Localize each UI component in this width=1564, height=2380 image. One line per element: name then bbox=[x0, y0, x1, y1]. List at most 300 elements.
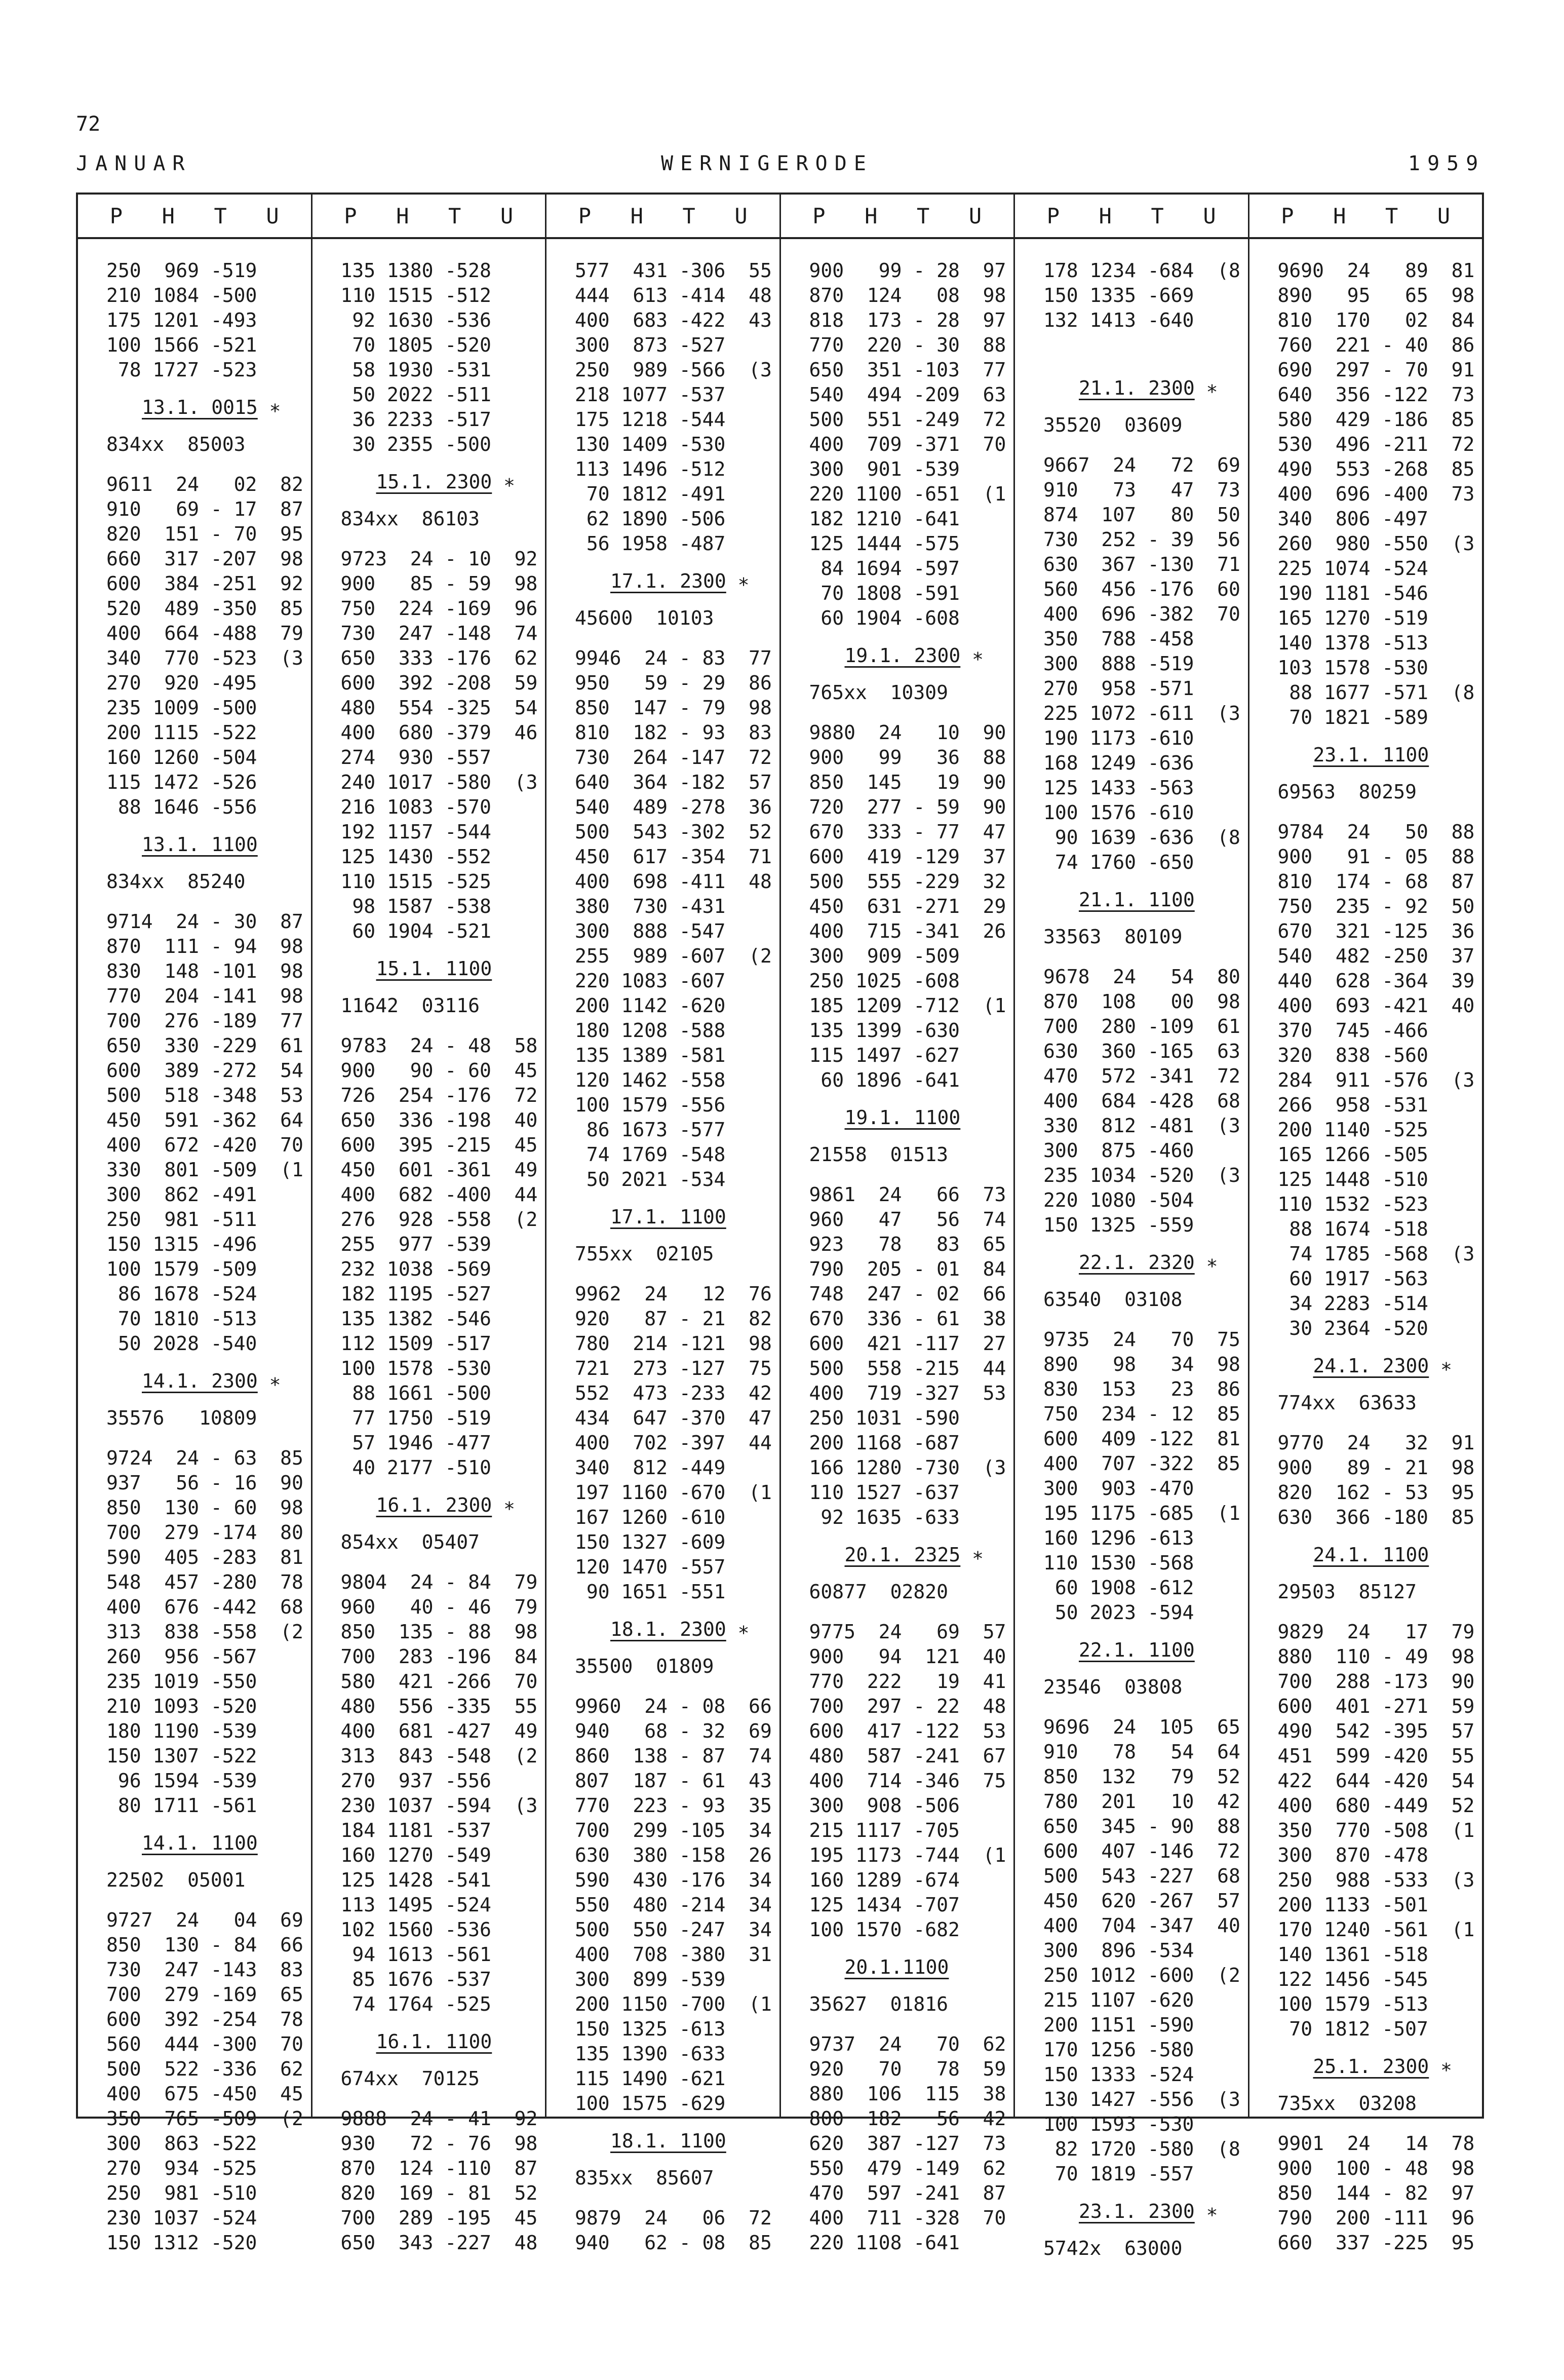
table-row: 9888 24 - 41 92 bbox=[340, 2107, 538, 2130]
table-row: 250 981 -510 bbox=[106, 2182, 257, 2204]
table-row: 500 522 -336 62 bbox=[106, 2058, 303, 2080]
table-row: 125 1434 -707 bbox=[809, 1894, 960, 1916]
spacer bbox=[1043, 1700, 1248, 1715]
date-time-label: 20.1. 2325 bbox=[844, 1544, 961, 1566]
header-p: P bbox=[812, 203, 826, 228]
sounding-date-heading bbox=[106, 1818, 311, 1868]
table-row: 34 2283 -514 bbox=[1277, 1292, 1428, 1315]
spacer bbox=[341, 1018, 545, 1033]
spacer bbox=[809, 2017, 1014, 2032]
page-number: 72 bbox=[76, 112, 101, 136]
table-row: 60877 02820 bbox=[809, 1581, 949, 1603]
table-row: 600 395 -215 45 bbox=[340, 1134, 538, 1156]
header-h: H bbox=[1333, 203, 1346, 228]
table-row: 300 909 -509 bbox=[809, 945, 960, 967]
table-row: 830 153 23 86 bbox=[1043, 1378, 1240, 1400]
table-row: 50 2028 -540 bbox=[106, 1332, 257, 1355]
table-row: 755xx 02105 bbox=[575, 1243, 714, 1265]
table-row: 57 1946 -477 bbox=[340, 1432, 491, 1454]
sounding-date-heading bbox=[1043, 1625, 1248, 1675]
table-row: 9690 24 89 81 bbox=[1277, 259, 1475, 282]
table-row: 170 1240 -561 (1 bbox=[1277, 1918, 1475, 1941]
table-column bbox=[1249, 195, 1482, 2254]
table-row: 340 770 -523 (3 bbox=[106, 647, 303, 669]
table-column bbox=[312, 195, 547, 2254]
table-row: 850 130 - 84 66 bbox=[106, 1934, 303, 1956]
spacer bbox=[1043, 438, 1248, 453]
table-row: 400 680 -379 46 bbox=[340, 721, 538, 744]
table-row: 750 224 -169 96 bbox=[340, 597, 538, 620]
table-row: 850 145 19 90 bbox=[809, 771, 1006, 793]
table-row: 900 99 36 88 bbox=[809, 746, 1006, 769]
table-row: 40 2177 -510 bbox=[340, 1456, 491, 1479]
table-row: 400 696 -382 70 bbox=[1043, 603, 1240, 625]
spacer bbox=[106, 894, 311, 909]
date-time-label: 15.1. 1100 bbox=[376, 957, 492, 980]
star-marker: ∗ bbox=[1194, 1251, 1218, 1274]
table-row: 470 597 -241 87 bbox=[809, 2182, 1006, 2204]
table-row: 770 222 19 41 bbox=[809, 1670, 1006, 1693]
table-row: 640 356 -122 73 bbox=[1277, 383, 1475, 406]
table-row: 50 2022 -511 bbox=[340, 383, 491, 406]
sounding-date-heading bbox=[575, 2116, 779, 2166]
table-row: 900 90 - 60 45 bbox=[340, 1059, 538, 1082]
date-time-label: 18.1. 2300 bbox=[610, 1618, 726, 1640]
table-row: 835xx 85607 bbox=[575, 2167, 714, 2189]
table-row: 70 1819 -557 bbox=[1043, 2163, 1194, 2185]
table-row: 100 1578 -530 bbox=[340, 1357, 491, 1379]
table-row: 135 1380 -528 bbox=[340, 259, 491, 282]
table-row: 330 812 -481 (3 bbox=[1043, 1115, 1240, 1137]
table-row: 560 456 -176 60 bbox=[1043, 578, 1240, 600]
star-marker: ∗ bbox=[492, 471, 516, 493]
column-header bbox=[781, 195, 1014, 239]
table-row: 9861 24 66 73 bbox=[809, 1183, 1006, 1206]
table-row: 630 360 -165 63 bbox=[1043, 1040, 1240, 1062]
date-time-label: 19.1. 2300 bbox=[844, 644, 961, 667]
table-row: 45600 10103 bbox=[575, 607, 714, 629]
table-row: 910 78 54 64 bbox=[1043, 1741, 1240, 1763]
table-row: 165 1266 -505 bbox=[1277, 1143, 1428, 1166]
table-row: 80 1711 -561 bbox=[106, 1794, 257, 1817]
table-row: 850 147 - 79 98 bbox=[575, 697, 772, 719]
column-body bbox=[312, 239, 545, 2255]
star-marker: ∗ bbox=[1429, 2055, 1453, 2078]
table-row: 600 384 -251 92 bbox=[106, 572, 303, 595]
table-row: 900 91 - 05 88 bbox=[1277, 846, 1475, 868]
table-row: 184 1181 -537 bbox=[340, 1819, 491, 1841]
table-row: 92 1635 -633 bbox=[809, 1506, 960, 1528]
table-row: 150 1335 -669 bbox=[1043, 284, 1194, 306]
table-row: 923 78 83 65 bbox=[809, 1233, 1006, 1255]
table-row: 88 1646 -556 bbox=[106, 796, 257, 818]
table-row: 451 599 -420 55 bbox=[1277, 1745, 1475, 1767]
star-marker: ∗ bbox=[1194, 2200, 1218, 2222]
table-row: 874 107 80 50 bbox=[1043, 504, 1240, 526]
table-row: 650 343 -227 48 bbox=[340, 2232, 538, 2254]
table-row: 830 148 -101 98 bbox=[106, 960, 303, 982]
header-u: U bbox=[968, 203, 982, 228]
sounding-date-heading bbox=[341, 2017, 545, 2066]
table-row: 940 62 - 08 85 bbox=[575, 2232, 772, 2254]
table-row: 300 862 -491 bbox=[106, 1183, 257, 1206]
date-time-label: 16.1. 1100 bbox=[376, 2030, 492, 2053]
table-row: 102 1560 -536 bbox=[340, 1918, 491, 1941]
header-h: H bbox=[630, 203, 643, 228]
table-row: 400 676 -442 68 bbox=[106, 1596, 303, 1618]
date-time-label: 17.1. 1100 bbox=[610, 1206, 726, 1228]
table-row: 548 457 -280 78 bbox=[106, 1571, 303, 1593]
table-row: 540 489 -278 36 bbox=[575, 796, 772, 818]
table-row: 250 1025 -608 bbox=[809, 970, 960, 992]
table-row: 185 1209 -712 (1 bbox=[809, 994, 1006, 1017]
table-row: 300 863 -522 bbox=[106, 2132, 257, 2155]
table-row: 300 896 -534 bbox=[1043, 1939, 1194, 1962]
table-row: 9678 24 54 80 bbox=[1043, 966, 1240, 988]
table-row: 9901 24 14 78 bbox=[1277, 2132, 1475, 2155]
table-row: 480 556 -335 55 bbox=[340, 1695, 538, 1717]
table-row: 850 144 - 82 97 bbox=[1277, 2182, 1475, 2204]
table-row: 730 264 -147 72 bbox=[575, 746, 772, 769]
table-row: 300 908 -506 bbox=[809, 1794, 960, 1817]
table-row: 35627 01816 bbox=[809, 1993, 949, 2015]
table-row: 166 1280 -730 (3 bbox=[809, 1456, 1006, 1479]
table-row: 175 1201 -493 bbox=[106, 309, 257, 331]
table-row: 760 221 - 40 86 bbox=[1277, 334, 1475, 356]
table-row: 86 1678 -524 bbox=[106, 1283, 257, 1305]
table-row: 434 647 -370 47 bbox=[575, 1407, 772, 1429]
table-row: 810 174 - 68 87 bbox=[1277, 870, 1475, 893]
table-row: 160 1270 -549 bbox=[340, 1844, 491, 1866]
table-row: 200 1150 -700 (1 bbox=[575, 1993, 772, 2015]
header-p: P bbox=[578, 203, 592, 228]
table-row: 520 489 -350 85 bbox=[106, 597, 303, 620]
table-row: 63540 03108 bbox=[1043, 1288, 1183, 1311]
table-row: 300 870 -478 bbox=[1277, 1844, 1428, 1866]
table-row: 270 937 -556 bbox=[340, 1770, 491, 1792]
table-row: 670 333 - 77 47 bbox=[809, 821, 1006, 843]
table-row: 450 601 -361 49 bbox=[340, 1159, 538, 1181]
header-u: U bbox=[1203, 203, 1216, 228]
date-time-label: 14.1. 2300 bbox=[142, 1370, 258, 1392]
table-row: 780 201 10 42 bbox=[1043, 1790, 1240, 1813]
table-row: 215 1117 -705 bbox=[809, 1819, 960, 1841]
table-row: 550 479 -149 62 bbox=[809, 2157, 1006, 2179]
table-row: 110 1527 -637 bbox=[809, 1481, 960, 1504]
table-row: 190 1173 -610 bbox=[1043, 727, 1194, 749]
table-row: 500 550 -247 34 bbox=[575, 1918, 772, 1941]
table-row: 900 85 - 59 98 bbox=[340, 572, 538, 595]
table-row: 900 99 - 28 97 bbox=[809, 259, 1006, 282]
table-row: 250 1031 -590 bbox=[809, 1407, 960, 1429]
table-row: 70 1812 -507 bbox=[1277, 2018, 1428, 2040]
header-p: P bbox=[344, 203, 357, 228]
table-row: 182 1195 -527 bbox=[340, 1283, 491, 1305]
column-body bbox=[1015, 239, 1248, 2261]
table-row: 250 988 -533 (3 bbox=[1277, 1869, 1475, 1891]
table-row: 100 1593 -530 bbox=[1043, 2113, 1194, 2135]
table-column bbox=[78, 195, 312, 2254]
table-row: 400 681 -427 49 bbox=[340, 1720, 538, 1742]
table-row: 890 98 34 98 bbox=[1043, 1353, 1240, 1375]
table-row: 700 279 -169 65 bbox=[106, 1983, 303, 2006]
table-row: 500 543 -302 52 bbox=[575, 821, 772, 843]
column-header bbox=[78, 195, 311, 239]
table-row: 35520 03609 bbox=[1043, 414, 1183, 436]
table-row: 500 543 -227 68 bbox=[1043, 1865, 1240, 1887]
table-row: 220 1108 -641 bbox=[809, 2232, 960, 2254]
table-row: 340 812 -449 bbox=[575, 1456, 726, 1479]
table-row: 165 1270 -519 bbox=[1277, 607, 1428, 629]
table-row: 74 1785 -568 (3 bbox=[1277, 1243, 1475, 1265]
table-row: 56 1958 -487 bbox=[575, 532, 726, 555]
table-row: 135 1390 -633 bbox=[575, 2043, 726, 2065]
table-row: 125 1444 -575 bbox=[809, 532, 960, 555]
star-marker: ∗ bbox=[726, 1618, 750, 1640]
table-row: 220 1080 -504 bbox=[1043, 1189, 1194, 1211]
table-row: 70 1808 -591 bbox=[809, 582, 960, 604]
date-time-label: 17.1. 2300 bbox=[610, 570, 726, 592]
spacer bbox=[106, 1431, 311, 1446]
table-row: 70 1821 -589 bbox=[1277, 706, 1428, 728]
table-row: 29503 85127 bbox=[1277, 1581, 1417, 1603]
spacer bbox=[1278, 804, 1482, 820]
header-h: H bbox=[162, 203, 175, 228]
sounding-date-heading bbox=[106, 382, 311, 432]
table-row: 400 715 -341 26 bbox=[809, 920, 1006, 942]
table-row: 120 1470 -557 bbox=[575, 1556, 726, 1578]
spacer bbox=[341, 1555, 545, 1570]
table-row: 890 95 65 98 bbox=[1277, 284, 1475, 306]
table-row: 400 704 -347 40 bbox=[1043, 1914, 1240, 1937]
table-row: 70 1805 -520 bbox=[340, 334, 491, 356]
spacer bbox=[1278, 2116, 1482, 2131]
table-row: 721 273 -127 75 bbox=[575, 1357, 772, 1379]
table-row: 125 1433 -563 bbox=[1043, 777, 1194, 799]
date-time-label: 16.1. 2300 bbox=[376, 1494, 492, 1516]
table-row: 200 1115 -522 bbox=[106, 721, 257, 744]
date-time-label: 21.1. 1100 bbox=[1079, 889, 1195, 911]
table-row: 130 1409 -530 bbox=[575, 433, 726, 455]
table-row: 74 1760 -650 bbox=[1043, 851, 1194, 873]
table-row: 150 1307 -522 bbox=[106, 1745, 257, 1767]
table-row: 600 401 -271 59 bbox=[1277, 1695, 1475, 1717]
sounding-date-heading bbox=[575, 1604, 779, 1654]
table-row: 103 1578 -530 bbox=[1277, 657, 1428, 679]
table-row: 600 392 -254 78 bbox=[106, 2008, 303, 2030]
table-row: 150 1315 -496 bbox=[106, 1233, 257, 1255]
star-marker: ∗ bbox=[1429, 1355, 1453, 1377]
table-row: 500 555 -229 32 bbox=[809, 870, 1006, 893]
table-row: 748 247 - 02 66 bbox=[809, 1283, 1006, 1305]
table-row: 820 151 - 70 95 bbox=[106, 523, 303, 545]
table-row: 700 279 -174 80 bbox=[106, 1521, 303, 1544]
date-time-label: 24.1. 2300 bbox=[1313, 1355, 1429, 1377]
table-row: 140 1361 -518 bbox=[1277, 1943, 1428, 1966]
table-row: 74 1769 -548 bbox=[575, 1143, 726, 1166]
table-row: 650 336 -198 40 bbox=[340, 1109, 538, 1131]
table-row: 730 252 - 39 56 bbox=[1043, 528, 1240, 551]
table-row: 920 70 78 59 bbox=[809, 2058, 1006, 2080]
table-row: 313 843 -548 (2 bbox=[340, 1745, 538, 1767]
table-row: 240 1017 -580 (3 bbox=[340, 771, 538, 793]
table-row: 178 1234 -684 (8 bbox=[1043, 259, 1240, 282]
table-row: 700 276 -189 77 bbox=[106, 1010, 303, 1032]
table-row: 670 321 -125 36 bbox=[1277, 920, 1475, 942]
table-row: 250 1012 -600 (2 bbox=[1043, 1964, 1240, 1986]
table-row: 330 801 -509 (1 bbox=[106, 1159, 303, 1181]
table-row: 110 1515 -512 bbox=[340, 284, 491, 306]
table-row: 266 958 -531 bbox=[1277, 1094, 1428, 1116]
table-row: 210 1093 -520 bbox=[106, 1695, 257, 1717]
spacer bbox=[1043, 949, 1248, 965]
table-row: 92 1630 -536 bbox=[340, 309, 491, 331]
table-row: 870 111 - 94 98 bbox=[106, 935, 303, 957]
table-row: 700 280 -109 61 bbox=[1043, 1015, 1240, 1038]
table-row: 750 235 - 92 50 bbox=[1277, 895, 1475, 917]
table-row: 400 696 -400 73 bbox=[1277, 483, 1475, 505]
table-row: 58 1930 -531 bbox=[340, 359, 491, 381]
table-row: 150 1325 -559 bbox=[1043, 1214, 1194, 1236]
table-row: 580 421 -266 70 bbox=[340, 1670, 538, 1693]
table-row: 60 1917 -563 bbox=[1277, 1268, 1428, 1290]
table-row: 444 613 -414 48 bbox=[575, 284, 772, 306]
table-row: 735xx 03208 bbox=[1277, 2092, 1417, 2115]
table-row: 750 234 - 12 85 bbox=[1043, 1403, 1240, 1425]
table-row: 300 901 -539 bbox=[809, 458, 960, 480]
table-row: 113 1496 -512 bbox=[575, 458, 726, 480]
table-row: 132 1413 -640 bbox=[1043, 309, 1194, 331]
table-row: 910 73 47 73 bbox=[1043, 479, 1240, 501]
table-row: 135 1399 -630 bbox=[809, 1019, 960, 1042]
table-row: 850 130 - 60 98 bbox=[106, 1496, 303, 1519]
table-column bbox=[781, 195, 1015, 2254]
table-row: 400 709 -371 70 bbox=[809, 433, 1006, 455]
header-p: P bbox=[1281, 203, 1294, 228]
table-row: 440 628 -364 39 bbox=[1277, 970, 1475, 992]
star-marker: ∗ bbox=[1194, 377, 1218, 399]
table-row: 860 138 - 87 74 bbox=[575, 1745, 772, 1767]
table-row: 380 730 -431 bbox=[575, 895, 726, 917]
table-row: 500 558 -215 44 bbox=[809, 1357, 1006, 1379]
spacer bbox=[341, 531, 545, 547]
table-row: 230 1037 -594 (3 bbox=[340, 1794, 538, 1817]
table-row: 85 1676 -537 bbox=[340, 1968, 491, 1990]
spacer bbox=[809, 1167, 1014, 1182]
table-row: 9735 24 70 75 bbox=[1043, 1328, 1240, 1351]
table-row: 9946 24 - 83 77 bbox=[575, 647, 772, 669]
table-row: 9611 24 02 82 bbox=[106, 473, 303, 495]
table-row: 180 1208 -588 bbox=[575, 1019, 726, 1042]
table-row: 225 1072 -611 (3 bbox=[1043, 702, 1240, 724]
table-row: 100 1576 -610 bbox=[1043, 801, 1194, 824]
table-row: 400 714 -346 75 bbox=[809, 1770, 1006, 1792]
table-row: 21558 01513 bbox=[809, 1143, 949, 1166]
table-row: 580 429 -186 85 bbox=[1277, 408, 1475, 431]
table-row: 232 1038 -569 bbox=[340, 1258, 491, 1280]
spacer bbox=[1043, 333, 1248, 363]
table-row: 400 693 -421 40 bbox=[1277, 994, 1475, 1017]
table-row: 110 1532 -523 bbox=[1277, 1193, 1428, 1215]
table-row: 60 1904 -521 bbox=[340, 920, 491, 942]
spacer bbox=[106, 1893, 311, 1908]
table-row: 400 683 -422 43 bbox=[575, 309, 772, 331]
table-row: 910 69 - 17 87 bbox=[106, 498, 303, 520]
table-row: 235 1034 -520 (3 bbox=[1043, 1164, 1240, 1186]
table-row: 590 430 -176 34 bbox=[575, 1869, 772, 1891]
table-row: 160 1289 -674 bbox=[809, 1869, 960, 1891]
table-row: 170 1256 -580 bbox=[1043, 2039, 1194, 2061]
header-t: T bbox=[917, 203, 930, 228]
table-row: 870 124 -110 87 bbox=[340, 2157, 538, 2179]
table-row: 150 1325 -613 bbox=[575, 2018, 726, 2040]
table-row: 160 1296 -613 bbox=[1043, 1527, 1194, 1549]
table-row: 120 1462 -558 bbox=[575, 1069, 726, 1091]
table-row: 82 1720 -580 (8 bbox=[1043, 2138, 1240, 2160]
table-row: 130 1427 -556 (3 bbox=[1043, 2088, 1240, 2110]
sounding-date-heading bbox=[1278, 2042, 1482, 2091]
header-p: P bbox=[109, 203, 123, 228]
table-row: 807 187 - 61 43 bbox=[575, 1770, 772, 1792]
table-row: 270 958 -571 bbox=[1043, 677, 1194, 700]
table-row: 150 1327 -609 bbox=[575, 1531, 726, 1553]
table-row: 9714 24 - 30 87 bbox=[106, 910, 303, 933]
table-row: 730 247 -148 74 bbox=[340, 622, 538, 644]
table-row: 115 1472 -526 bbox=[106, 771, 257, 793]
table-row: 135 1389 -581 bbox=[575, 1044, 726, 1066]
table-row: 700 297 - 22 48 bbox=[809, 1695, 1006, 1717]
table-row: 730 247 -143 83 bbox=[106, 1959, 303, 1981]
table-row: 600 392 -208 59 bbox=[340, 672, 538, 694]
date-time-label: 24.1. 1100 bbox=[1313, 1544, 1429, 1566]
table-row: 200 1168 -687 bbox=[809, 1432, 960, 1454]
sounding-date-heading bbox=[1043, 363, 1248, 413]
date-time-label: 13.1. 0015 bbox=[142, 396, 258, 418]
header-p: P bbox=[1046, 203, 1060, 228]
table-row: 650 330 -229 61 bbox=[106, 1034, 303, 1057]
table-row: 96 1594 -539 bbox=[106, 1770, 257, 1792]
sounding-date-heading bbox=[1043, 2186, 1248, 2236]
column-body bbox=[546, 239, 779, 2255]
table-row: 650 351 -103 77 bbox=[809, 359, 1006, 381]
table-row: 122 1456 -545 bbox=[1277, 1968, 1428, 1990]
sounding-date-heading bbox=[1043, 1238, 1248, 1287]
sounding-date-heading bbox=[106, 820, 311, 869]
table-row: 400 711 -328 70 bbox=[809, 2207, 1006, 2229]
table-row: 500 518 -348 53 bbox=[106, 1084, 303, 1106]
sounding-date-heading bbox=[106, 1356, 311, 1406]
table-row: 9880 24 10 90 bbox=[809, 721, 1006, 744]
header-h: H bbox=[1099, 203, 1112, 228]
table-row: 820 162 - 53 95 bbox=[1277, 1481, 1475, 1504]
date-time-label: 13.1. 1100 bbox=[142, 833, 258, 856]
table-row: 9667 24 72 69 bbox=[1043, 454, 1240, 476]
sounding-date-heading bbox=[809, 631, 1014, 680]
table-row: 9960 24 - 08 66 bbox=[575, 1695, 772, 1717]
table-row: 250 969 -519 bbox=[106, 259, 257, 282]
column-header bbox=[312, 195, 545, 239]
table-row: 810 170 02 84 bbox=[1277, 309, 1475, 331]
table-row: 600 421 -117 27 bbox=[809, 1332, 1006, 1355]
table-row: 480 587 -241 67 bbox=[809, 1745, 1006, 1767]
header-u: U bbox=[734, 203, 748, 228]
table-row: 300 899 -539 bbox=[575, 1968, 726, 1990]
table-row: 62 1890 -506 bbox=[575, 508, 726, 530]
table-row: 770 223 - 93 35 bbox=[575, 1794, 772, 1817]
spacer bbox=[809, 1604, 1014, 1620]
table-row: 190 1181 -546 bbox=[1277, 582, 1428, 604]
table-row: 9804 24 - 84 79 bbox=[340, 1571, 538, 1593]
